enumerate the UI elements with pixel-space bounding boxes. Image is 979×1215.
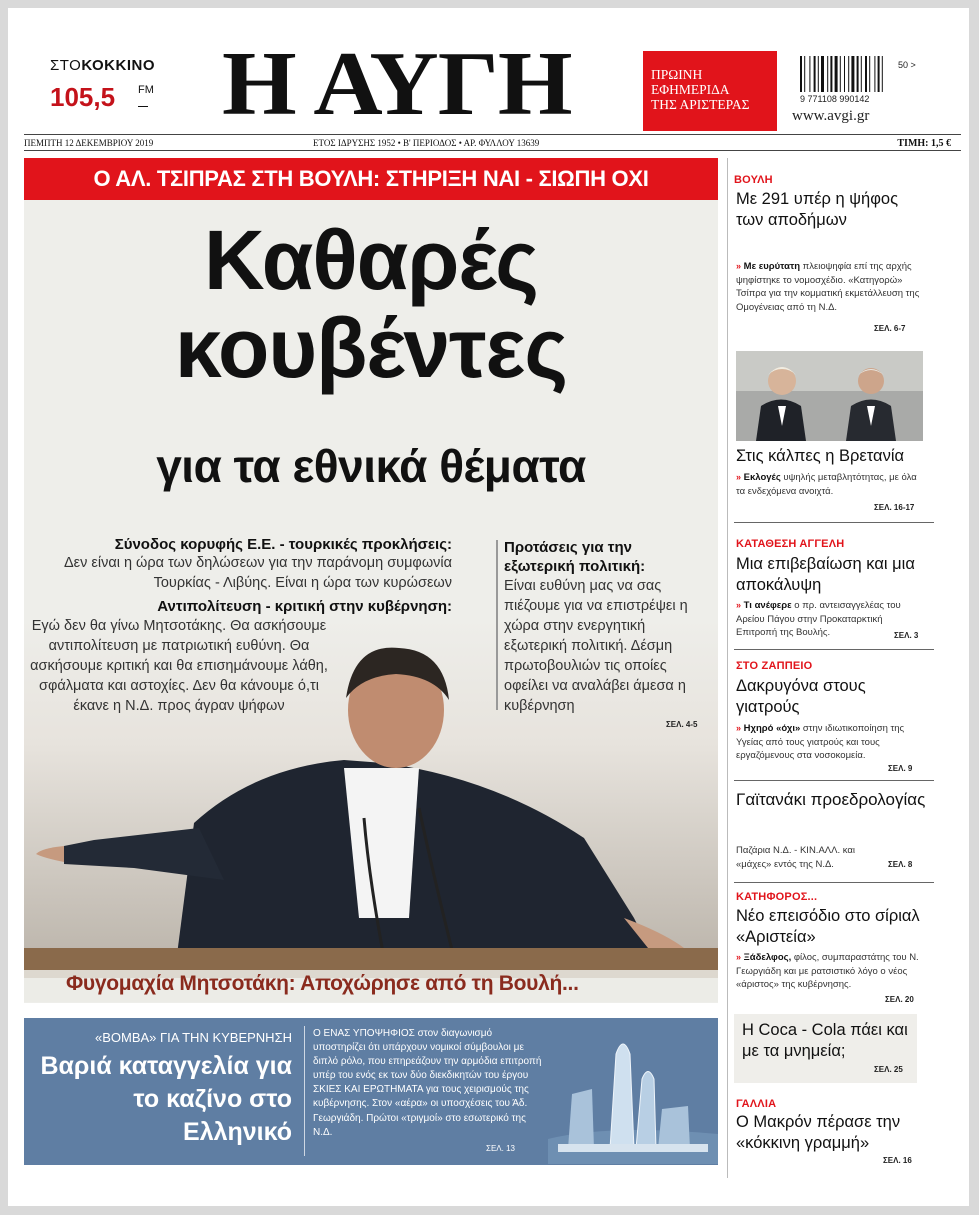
sidebar-body: » Τι ανέφερε ο πρ. αντεισαγγελέας του Αρείου Πάγου στην Προκαταρκτική Επιτροπή της Βουλής.: [736, 600, 901, 638]
barcode-bar: [840, 56, 841, 92]
bottom-story-kicker: «ΒΟΜΒΑ» ΓΙΑ ΤΗΝ ΚΥΒΕΡΝΗΣΗ: [94, 1030, 292, 1045]
arrow-icon: »: [736, 952, 742, 962]
page-reference: ΣΕΛ. 20: [885, 995, 914, 1004]
barcode-bar: [874, 56, 875, 92]
lead-subhead-summit: Σύνοδος κορυφής Ε.Ε. - τουρκικές προκλήσεις:: [114, 536, 452, 553]
lead-subhead-opposition: Αντιπολίτευση - κριτική στην κυβέρνηση:: [157, 598, 452, 615]
sidebar-title[interactable]: Στις κάλπες η Βρετανία: [736, 447, 905, 465]
divider: [727, 158, 728, 1178]
sidebar-body: » Εκλογές υψηλής μεταβλητότητας, με όλα τα ενδεχόμενα ανοιχτά.: [736, 472, 917, 497]
arrow-icon: »: [736, 723, 742, 733]
lead-text-summit: Δεν είναι η ώρα των δηλώσεων για την παράνομη συμφωνία Τουρκίας - Λιβύης. Είναι η ώρα των κυρώσεων: [63, 555, 452, 591]
sidebar-title[interactable]: Δακρυγόνα στους γιατρούς: [736, 677, 866, 716]
divider: [734, 522, 934, 523]
page-reference: ΣΕΛ. 16-17: [874, 503, 915, 512]
barcode-bar: [809, 56, 810, 92]
sidebar-title[interactable]: Μια επιβεβαίωση και μια αποκάλυψη: [736, 555, 915, 594]
lead-kicker: Ο ΑΛ. ΤΣΙΠΡΑΣ ΣΤΗ ΒΟΥΛΗ: ΣΤΗΡΙΞΗ ΝΑΙ - ΣΙΩΠΗ ΟΧΙ: [93, 166, 649, 191]
tagline-line: ΕΦΗΜΕΡΙΔΑ: [651, 82, 730, 97]
divider: [24, 150, 961, 151]
page-reference: ΣΕΛ. 13: [486, 1144, 515, 1153]
barcode-bar: [818, 56, 819, 92]
barcode-bar: [865, 56, 867, 92]
divider: [304, 1026, 305, 1156]
lead-subhead-foreign-policy: Προτάσεις για την εξωτερική πολιτική:: [504, 539, 646, 575]
barcode-bar: [861, 56, 862, 92]
sidebar-kicker: ΚΑΤΗΦΟΡΟΣ...: [736, 891, 818, 903]
barcode-icon: [800, 56, 895, 92]
tagline-line: ΠΡΩΙΝΗ: [651, 67, 703, 82]
page-reference: ΣΕΛ. 6-7: [874, 324, 906, 333]
dateline: ΠΕΜΠΤΗ 12 ΔΕΚΕΜΒΡΙΟΥ 2019: [24, 138, 154, 148]
page-reference: ΣΕΛ. 3: [894, 631, 919, 640]
barcode-bar: [821, 56, 824, 92]
photo-banner-text[interactable]: Φυγομαχία Μητσοτάκη: Αποχώρησε από τη Βουλή...: [66, 972, 579, 995]
sidebar-title[interactable]: Με 291 υπέρ η ψήφος των αποδήμων: [736, 190, 899, 229]
lead-headline-line-1[interactable]: Καθαρές: [204, 213, 538, 307]
barcode-bar: [882, 56, 883, 92]
sidebar-title[interactable]: Νέο επεισόδιο στο σίριαλ «Αριστεία»: [736, 907, 920, 946]
barcode-bar: [830, 56, 832, 92]
divider: [734, 649, 934, 650]
divider: [496, 540, 498, 710]
newspaper-front-page: [8, 8, 969, 1206]
lead-text-foreign-policy: Είναι ευθύνη μας να σας πιέζουμε για να επιστρέψει η χώρα στην ενεργητική εξωτερική πολιτική. Δέσμη πρωτοβουλιών τις οποίες οφείλει να αναλάβει άμεσα η κυβέρνηση: [504, 578, 688, 714]
sidebar-body: Παζάρια Ν.Δ. - ΚΙΝ.ΑΛΛ. και «μάχες» εντός της Ν.Δ.: [736, 845, 855, 870]
divider: [734, 882, 934, 883]
lead-headline-line-3[interactable]: για τα εθνικά θέματα: [156, 440, 586, 492]
page-reference: ΣΕΛ. 4-5: [666, 720, 698, 729]
arrow-icon: »: [736, 600, 742, 610]
barcode-issue: 50 >: [898, 60, 916, 70]
bottom-story-text: Ο ΕΝΑΣ ΥΠΟΨΗΦΙΟΣ στον διαγωνισμό υποστηρίζει ότι υπάρχουν νομικοί σύμβουλοι με διπλό ρόλο, που επηρεάζουν την αρμόδια επιτροπή υπέρ του ενός εκ των δύο διεκδικητών του έργου ΣΚΙΕΣ ΚΑΙ ΕΡΩΤΗΜΑΤΑ για τους χειρισμούς της κυβέρνησης. Στον «αέρα» οι υποσχέσεις του Άδ. Γεωργιάδη. Πρώτοι «τριγμοί» στο εσωτερικό της Ν.Δ.: [313, 1028, 542, 1138]
masthead-title: Η ΑΥΓΗ: [222, 32, 572, 134]
lead-text-opposition: Εγώ δεν θα γίνω Μητσοτάκης. Θα ασκήσουμε αντιπολίτευση με πατριωτική ευθύνη. Θα ασκήσουμε κριτική και θα επισημάνουμε λάθη, σφάλματα και αστοχίες. Δεν θα κάνουμε ό,τι έκανε η Ν.Δ. προς άγραν ψήφων: [30, 618, 328, 714]
sidebar-kicker: ΚΑΤΑΘΕΣΗ ΑΓΓΕΛΗ: [736, 538, 845, 550]
issue-info: ΕΤΟΣ ΙΔΡΥΣΗΣ 1952 • Β' ΠΕΡΙΟΔΟΣ • ΑΡ. ΦΥΛΛΟΥ 13639: [313, 138, 540, 148]
sidebar-body: » Ξάδελφος, φίλος, συμπαραστάτης του Ν. Γεωργιάδη και με ρατσιστικό λόγο ο νέος «άριστος» της κυβέρνησης.: [736, 952, 919, 990]
arrow-icon: »: [736, 261, 742, 271]
page-reference: ΣΕΛ. 9: [888, 764, 913, 773]
lead-headline-line-2[interactable]: κουβέντες: [174, 301, 568, 395]
divider: [24, 134, 961, 135]
casino-towers-render: [548, 1024, 718, 1164]
barcode-bar: [851, 56, 854, 92]
barcode-bar: [827, 56, 828, 92]
tagline-box: [643, 51, 777, 131]
price: ΤΙΜΗ: 1,5 €: [897, 138, 951, 149]
sidebar-title[interactable]: Γαϊτανάκι προεδρολογίας: [736, 790, 926, 809]
sidebar-body: » Με ευρύτατη πλειοψηφία επί της αρχής ψηφίστηκε το νομοσχέδιο. «Κατηγορώ» Τσίπρα για την κομματική εκμετάλλευση της Ομογένειας από τη Ν.Δ.: [736, 261, 920, 313]
bottom-story-title[interactable]: Βαριά καταγγελία για το καζίνο στο Ελληνικό: [40, 1052, 292, 1146]
sidebar-title[interactable]: Η Coca - Cola πάει και με τα μνημεία;: [742, 1021, 908, 1060]
barcode-bar: [878, 56, 880, 92]
uk-election-photo: [736, 351, 923, 441]
page-reference: ΣΕΛ. 16: [883, 1156, 912, 1165]
barcode-bar: [844, 56, 845, 92]
barcode-bar: [857, 56, 859, 92]
sidebar-kicker: ΓΑΛΛΙΑ: [736, 1098, 777, 1110]
page-reference: ΣΕΛ. 8: [888, 860, 913, 869]
sidebar-body: » Ηχηρό «όχι» στην ιδιωτικοποίηση της Υγείας από τους γιατρούς και τους εργαζόμενους στα νοσοκομεία.: [736, 723, 905, 761]
barcode-bar: [835, 56, 838, 92]
barcode-bar: [848, 56, 849, 92]
divider: [734, 780, 934, 781]
sidebar-kicker: ΣΤΟ ΖΑΠΠΕΙΟ: [736, 660, 813, 672]
barcode-bar: [800, 56, 802, 92]
sidebar-kicker: ΒΟΥΛΗ: [734, 174, 773, 186]
arrow-icon: »: [736, 472, 742, 482]
barcode-bar: [814, 56, 816, 92]
website-url[interactable]: www.avgi.gr: [792, 108, 870, 124]
radio-band: FM: [138, 84, 154, 107]
barcode-number: 9 771108 990142: [800, 94, 870, 104]
tagline-line: ΤΗΣ ΑΡΙΣΤΕΡΑΣ: [651, 97, 750, 112]
page-reference: ΣΕΛ. 25: [874, 1065, 903, 1074]
sidebar-title[interactable]: Ο Μακρόν πέρασε την «κόκκινη γραμμή»: [736, 1113, 901, 1152]
barcode-bar: [869, 56, 870, 92]
barcode-bar: [804, 56, 805, 92]
radio-brand: ΣΤΟΚΟΚΚΙΝΟ: [50, 57, 155, 74]
radio-frequency: 105,5: [50, 82, 116, 112]
